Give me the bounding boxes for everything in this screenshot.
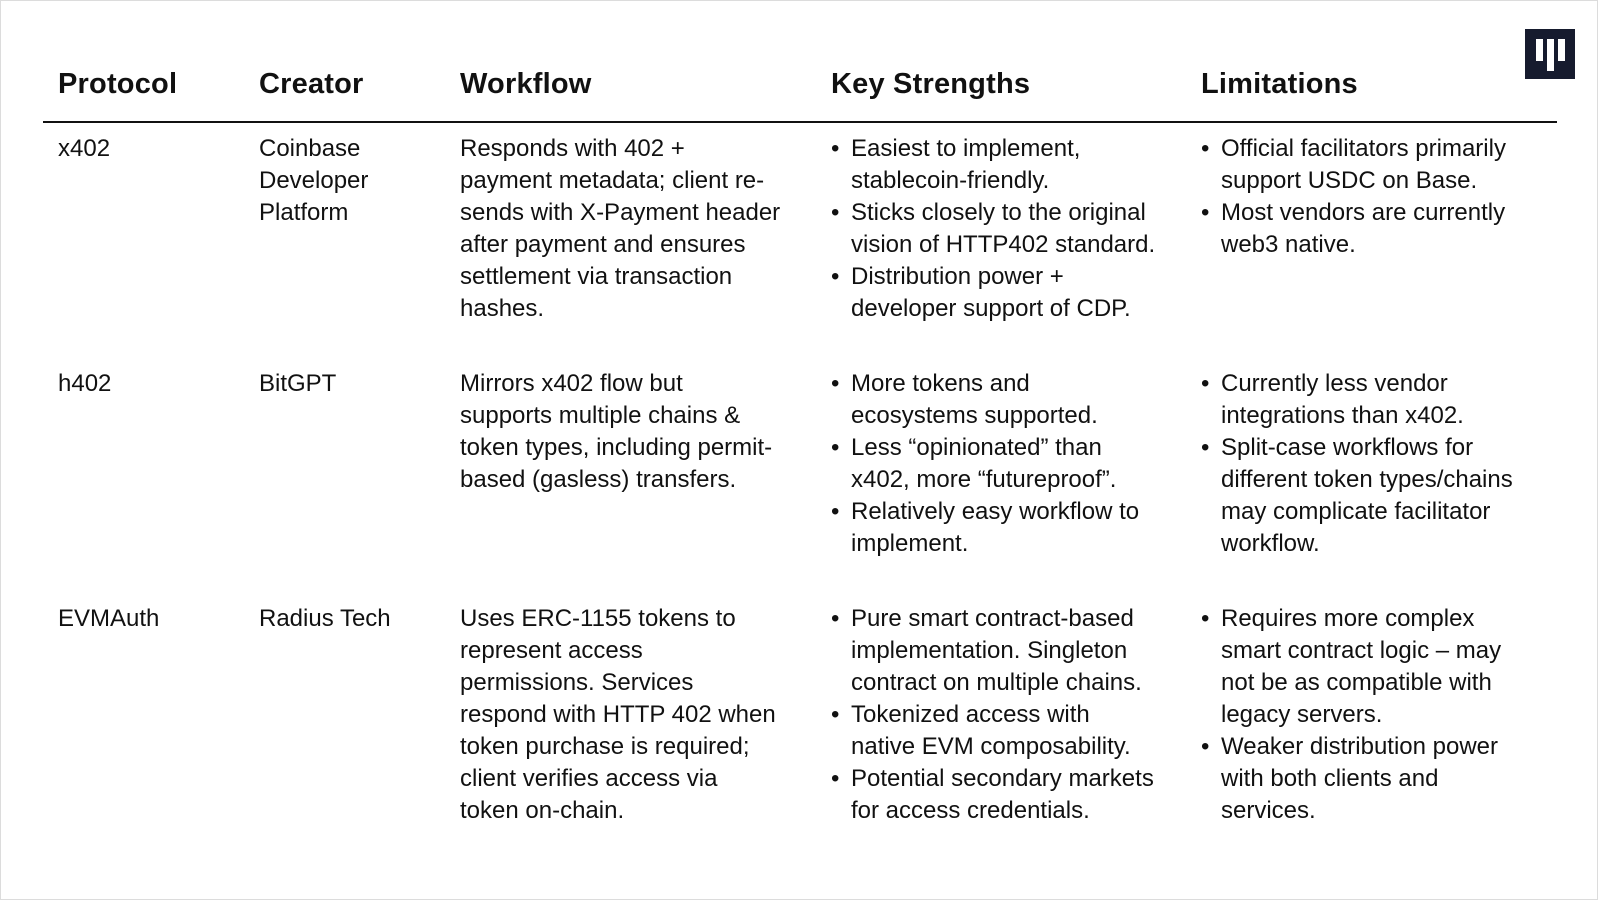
cell-protocol-x402: x402 <box>58 135 111 162</box>
strength-item: • More tokens and ecosystems supported. <box>831 368 1181 432</box>
limitation-item: • Weaker distribution power with both clients and services. <box>1201 731 1551 827</box>
header-creator: Creator <box>259 68 364 100</box>
cell-creator-x402: Coinbase Developer Platform <box>259 135 369 226</box>
cell-creator-h402: BitGPT <box>259 370 337 397</box>
strength-item: • Distribution power + developer support of CDP. <box>831 261 1181 325</box>
limitations-list-h402 <box>1201 368 1551 560</box>
strength-item: • Pure smart contract-based implementation. Singleton contract on multiple chains. <box>831 603 1181 699</box>
cell-protocol-h402: h402 <box>58 370 112 397</box>
header-limitations: Limitations <box>1201 68 1358 100</box>
strength-item: • Less “opinionated” than x402, more “futureproof”. <box>831 432 1181 496</box>
strength-item: • Relatively easy workflow to implement. <box>831 496 1181 560</box>
strength-item: • Sticks closely to the original vision of HTTP402 standard. <box>831 197 1181 261</box>
header-divider <box>43 121 1557 123</box>
limitation-item: • Official facilitators primarily support USDC on Base. <box>1201 133 1551 197</box>
strengths-list-x402 <box>831 133 1181 325</box>
strength-item: • Easiest to implement, stablecoin-friendly. <box>831 133 1181 197</box>
cell-workflow-evmauth: Uses ERC-1155 tokens to represent access permissions. Services respond with HTTP 402 when token purchase is required; client verifies access via token on-chain. <box>460 605 776 824</box>
header-workflow: Workflow <box>460 68 592 100</box>
limitation-item: • Currently less vendor integrations than x402. <box>1201 368 1551 432</box>
cell-workflow-h402: Mirrors x402 flow but supports multiple chains & token types, including permit- based (gasless) transfers. <box>460 370 773 493</box>
limitations-list-evmauth <box>1201 603 1551 827</box>
limitation-item: • Split-case workflows for different token types/chains may complicate facilitator workflow. <box>1201 432 1551 560</box>
limitations-list-x402 <box>1201 133 1551 261</box>
strength-item: • Tokenized access with native EVM composability. <box>831 699 1181 763</box>
brand-logo-icon <box>1525 29 1575 79</box>
cell-protocol-evmauth: EVMAuth <box>58 605 160 632</box>
limitation-item: • Requires more complex smart contract logic – may not be as compatible with legacy servers. <box>1201 603 1551 731</box>
header-protocol: Protocol <box>58 68 178 100</box>
header-key-strengths: Key Strengths <box>831 68 1031 100</box>
strengths-list-evmauth <box>831 603 1181 827</box>
cell-workflow-x402: Responds with 402 + payment metadata; client re- sends with X-Payment header after payment and ensures settlement via transaction hashes. <box>460 135 781 322</box>
limitation-item: • Most vendors are currently web3 native. <box>1201 197 1551 261</box>
strengths-list-h402 <box>831 368 1181 560</box>
cell-creator-evmauth: Radius Tech <box>259 605 391 632</box>
strength-item: • Potential secondary markets for access credentials. <box>831 763 1181 827</box>
